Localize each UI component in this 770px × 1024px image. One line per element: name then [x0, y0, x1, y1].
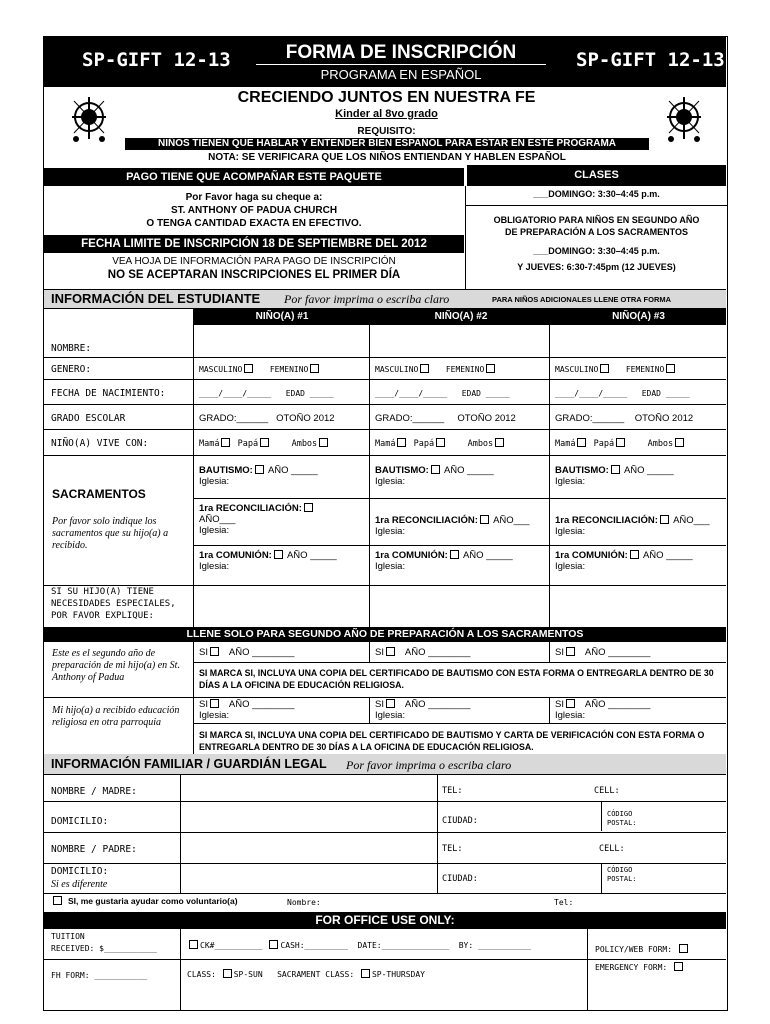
child-2-reconciliation[interactable]: 1ra RECONCILIACIÓN: AÑO___ Iglesia:: [375, 515, 530, 537]
child-1-reconciliation[interactable]: 1ra RECONCILIACIÓN: AÑO___ Iglesia:: [199, 503, 367, 536]
form-title: FORMA DE INSCRIPCIÓN: [256, 42, 546, 65]
payment-method-row: CK#__________ CASH:_________ DATE:______________ BY: ___________: [187, 940, 531, 950]
child-3-dad-checkbox[interactable]: [616, 438, 625, 447]
sunday-class: ___DOMINGO: 3:30–4:45 p.m.: [533, 189, 660, 199]
check-checkbox[interactable]: [189, 940, 198, 949]
student-info-hint: Por favor imprima o escriba claro: [284, 292, 450, 306]
parish-logo-right: [659, 89, 709, 147]
child-3-second-year[interactable]: SI AÑO ________: [555, 647, 651, 658]
requirement-label: REQUISITO:: [357, 126, 416, 137]
if-different-note: Si es diferente: [51, 879, 108, 890]
tuition-received: RECEIVED: $___________: [51, 944, 157, 953]
child-3-dob-field[interactable]: ____/____/_____ EDAD _____: [555, 389, 690, 398]
zip-2-label: CÓDIGO POSTAL:: [607, 866, 637, 883]
child-2-header: NIÑO(A) #2: [434, 311, 488, 322]
classes-banner: CLASES: [467, 165, 726, 186]
verification-note: NOTA: SE VERIFICARA QUE LOS NIÑOS ENTIENDAN Y HABLEN ESPAÑOL: [208, 152, 566, 163]
row-label-dob: FECHA DE NACIMIENTO:: [51, 388, 166, 399]
second-year-note: SI MARCA SI, INCLUYA UNA COPIA DEL CERTIFICADO DE BAUTISMO CON ESTA FORMA O ENTREGARLA DENTRO DE 30 DÍAS A LA OFICINA DE EDUCACIÓN RELIGIOSA.: [199, 668, 714, 690]
deadline-banner: FECHA LIMITE DE INSCRIPCIÓN 18 DE SEPTIEMBRE DEL 2012: [44, 235, 464, 253]
volunteer-row: SI, me gustaria ayudar como voluntario(a): [51, 896, 238, 906]
child-1-second-year[interactable]: SI AÑO ________: [199, 647, 295, 658]
child-2-name-field[interactable]: [370, 326, 548, 357]
child-2-dad-checkbox[interactable]: [436, 438, 445, 447]
child-2-other-parish[interactable]: SI AÑO ________ Iglesia:: [375, 699, 471, 721]
child-1-grade-field[interactable]: GRADO:______ OTOÑO 2012: [199, 413, 335, 424]
cash-instructions: O TENGA CANTIDAD EXACTA EN EFECTIVO.: [146, 218, 362, 229]
child-3-female-checkbox[interactable]: [666, 364, 675, 373]
child-3-name-field[interactable]: [550, 326, 726, 357]
other-parish-note: SI MARCA SI, INCLUYA UNA COPIA DEL CERTIFICADO DE BAUTISMO Y CARTA DE VERIFICACIÓN CON ESTA FORMA O ENTREGARLA DENTRO DE 30 DÍAS A LA OFICINA DE EDUCACIÓN RELIGIOSA.: [199, 730, 705, 752]
child-1-other-parish[interactable]: SI AÑO ________ Iglesia:: [199, 699, 295, 721]
address-field[interactable]: [181, 802, 436, 831]
child-1-lives-with: Mamá Papá Ambos: [199, 438, 330, 450]
mother-name-label: NOMBRE / MADRE:: [51, 786, 137, 797]
child-3-both-checkbox[interactable]: [675, 438, 684, 447]
child-2-lives-with: Mamá Papá Ambos: [375, 438, 506, 450]
father-name-label: NOMBRE / PADRE:: [51, 844, 137, 855]
child-3-communion[interactable]: 1ra COMUNIÓN: AÑO _____ Iglesia:: [555, 550, 693, 572]
child-1-gender: MASCULINO FEMENINO: [199, 364, 321, 375]
sunday-class-2: ___DOMINGO: 3:30–4:45 p.m.: [533, 246, 660, 256]
child-3-other-parish[interactable]: SI AÑO ________ Iglesia:: [555, 699, 651, 721]
requirement-text: NIÑOS TIENEN QUE HABLAR Y ENTENDER BIEN ESPAÑOL PARA ESTAR EN ESTE PROGRAMA: [125, 138, 649, 150]
volunteer-name-label: Nombre:: [287, 898, 321, 907]
child-2-dob-field[interactable]: ____/____/_____ EDAD _____: [375, 389, 510, 398]
thursday-class: Y JUEVES: 6:30-7:45pm (12 JUEVES): [517, 262, 676, 272]
sacraments-hint: Por favor solo indique los sacramentos que su hijo(a) a recibido.: [52, 516, 169, 551]
other-parish-question: Mi hijo(a) a recibido educación religiosa en otra parroquia: [52, 705, 180, 728]
child-2-mom-checkbox[interactable]: [397, 438, 406, 447]
policy-checkbox[interactable]: [679, 944, 688, 953]
registration-form: [43, 36, 728, 1011]
second-year-banner: LLENE SOLO PARA SEGUNDO AÑO DE PREPARACIÓN A LOS SACRAMENTOS: [44, 627, 726, 642]
emergency-checkbox[interactable]: [674, 962, 683, 971]
child-3-grade-field[interactable]: GRADO:______ OTOÑO 2012: [555, 413, 694, 424]
see-info-sheet: VEA HOJA DE INFORMACIÓN PARA PAGO DE INSCRIPCIÓN: [112, 256, 396, 267]
parish-logo-left: [64, 89, 114, 147]
row-label-lives-with: NIÑO(A) VIVE CON:: [51, 438, 149, 449]
sp-thursday-checkbox[interactable]: [361, 969, 370, 978]
fh-form: FH FORM: ___________: [51, 971, 148, 980]
child-2-grade-field[interactable]: GRADO:______ OTOÑO 2012: [375, 413, 516, 424]
father-name-field[interactable]: [181, 833, 436, 862]
child-1-dad-checkbox[interactable]: [260, 438, 269, 447]
child-3-reconciliation[interactable]: 1ra RECONCILIACIÓN: AÑO___ Iglesia:: [555, 515, 710, 537]
form-subtitle: PROGRAMA EN ESPAÑOL: [320, 67, 482, 82]
program-heading: CRECIENDO JUNTOS EN NUESTRA FE: [237, 89, 536, 106]
class-row: CLASS: SP-SUN SACRAMENT CLASS: SP-THURSDAY: [187, 970, 425, 979]
sp-sun-checkbox[interactable]: [223, 969, 232, 978]
church-name: ST. ANTHONY OF PADUA CHURCH: [170, 205, 338, 216]
sacraments-label: SACRAMENTOS: [52, 487, 146, 501]
child-3-mom-checkbox[interactable]: [577, 438, 586, 447]
city-2-label: CIUDAD:: [442, 874, 478, 884]
address-2-field[interactable]: [181, 864, 436, 892]
child-3-header: NIÑO(A) #3: [612, 311, 665, 322]
child-1-communion[interactable]: 1ra COMUNIÓN: AÑO _____ Iglesia:: [199, 550, 337, 572]
cash-checkbox[interactable]: [269, 940, 278, 949]
row-label-name: NOMBRE:: [51, 343, 92, 354]
row-label-gender: GENERO:: [51, 364, 92, 375]
child-1-name-field[interactable]: [194, 326, 368, 357]
form-code-right: SP-GIFT 12-13: [576, 49, 725, 71]
father-tel-label: TEL:: [442, 844, 463, 854]
city-label: CIUDAD:: [442, 816, 478, 826]
policy-web-form: POLICY/WEB FORM:: [595, 944, 690, 954]
child-2-second-year[interactable]: SI AÑO ________: [375, 647, 471, 658]
child-3-male-checkbox[interactable]: [600, 364, 609, 373]
mother-tel-label: TEL:: [442, 786, 463, 796]
row-label-grade: GRADO ESCOLAR: [51, 413, 126, 424]
address-2-label: DOMICILIO:: [51, 866, 109, 877]
child-2-male-checkbox[interactable]: [420, 364, 429, 373]
mother-name-field[interactable]: [181, 776, 436, 801]
emergency-form: EMERGENCY FORM:: [595, 962, 685, 972]
child-1-baptism[interactable]: BAUTISMO: AÑO _____ Iglesia:: [199, 465, 318, 487]
child-1-mom-checkbox[interactable]: [221, 438, 230, 447]
special-needs-field[interactable]: [194, 586, 726, 626]
special-needs-label: SI SU HIJO(A) TIENE NECESIDADES ESPECIALES, POR FAVOR EXPLIQUE:: [51, 587, 176, 621]
mother-cell-label: CELL:: [594, 786, 620, 796]
payment-banner: PAGO TIENE QUE ACOMPAÑAR ESTE PAQUETE: [44, 168, 464, 186]
child-2-baptism[interactable]: BAUTISMO: AÑO _____ Iglesia:: [375, 465, 494, 487]
address-label: DOMICILIO:: [51, 816, 109, 827]
volunteer-tel-label: Tel:: [554, 898, 574, 907]
child-2-female-checkbox[interactable]: [486, 364, 495, 373]
family-info-hint: Por favor imprima o escriba claro: [346, 758, 512, 772]
no-first-day: NO SE ACEPTARAN INSCRIPCIONES EL PRIMER DÍA: [107, 269, 401, 281]
child-2-communion[interactable]: 1ra COMUNIÓN: AÑO _____ Iglesia:: [375, 550, 513, 572]
child-2-both-checkbox[interactable]: [495, 438, 504, 447]
child-1-both-checkbox[interactable]: [319, 438, 328, 447]
second-year-question: Este es el segundo año de preparación de mi hijo(a) en St. Anthony of Padua: [52, 648, 180, 683]
child-1-male-checkbox[interactable]: [244, 364, 253, 373]
father-cell-label: CELL:: [599, 844, 625, 854]
child-3-lives-with: Mamá Papá Ambos: [555, 438, 686, 450]
child-3-baptism[interactable]: BAUTISMO: AÑO _____ Iglesia:: [555, 465, 674, 487]
child-3-gender: MASCULINO FEMENINO: [555, 364, 677, 375]
family-info-heading: INFORMACIÓN FAMILIAR / GUARDIÁN LEGAL: [51, 757, 327, 771]
child-1-female-checkbox[interactable]: [310, 364, 319, 373]
office-use-banner: FOR OFFICE USE ONLY:: [44, 912, 726, 929]
additional-children-note: PARA NIÑOS ADICIONALES LLENE OTRA FORMA: [492, 295, 672, 304]
form-code-left: SP-GIFT 12-13: [82, 49, 231, 71]
check-instructions: Por Favor haga su cheque a:: [185, 192, 323, 203]
child-2-gender: MASCULINO FEMENINO: [375, 364, 497, 375]
child-1-dob-field[interactable]: ____/____/_____ EDAD _____: [199, 389, 334, 398]
mandatory-note-1: OBLIGATORIO PARA NIÑOS EN SEGUNDO AÑO: [493, 215, 700, 225]
student-info-heading: INFORMACIÓN DEL ESTUDIANTE: [51, 291, 261, 306]
volunteer-checkbox[interactable]: [53, 896, 62, 905]
mandatory-note-2: DE PREPARACIÓN A LOS SACRAMENTOS: [504, 227, 688, 237]
grade-range: Kinder al 8vo grado: [335, 108, 438, 120]
tuition-label: TUITION: [51, 932, 85, 941]
zip-label: CÓDIGO POSTAL:: [607, 810, 637, 827]
child-1-header: NIÑO(A) #1: [255, 311, 309, 322]
